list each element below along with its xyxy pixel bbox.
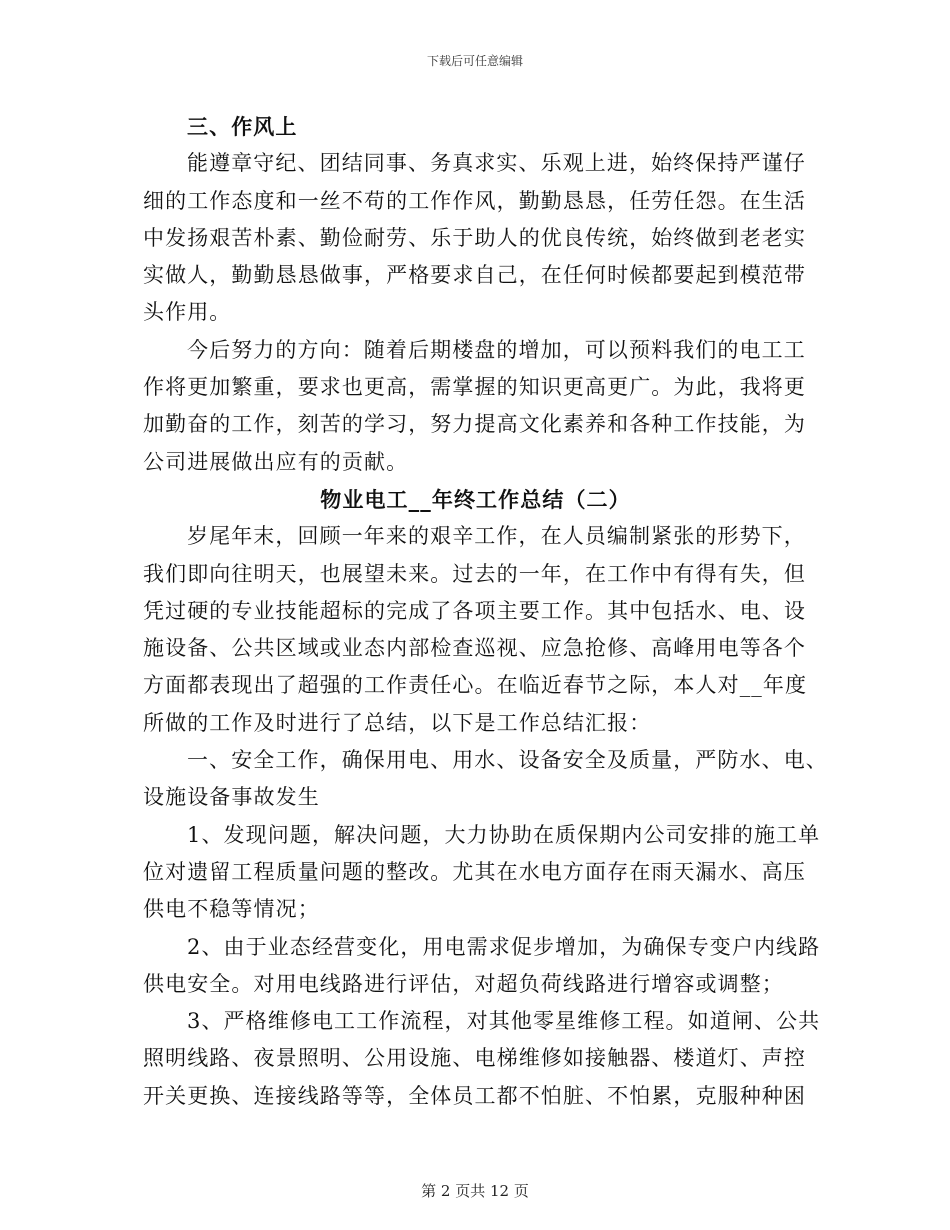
paragraph-line: 供电安全。对用电线路进行评估，对超负荷线路进行增容或调整； [143,971,784,996]
paragraph-line: 开关更换、连接线路等等，全体员工都不怕脏、不怕累，克服种种困 [143,1083,806,1108]
paragraph-line: 能遵章守纪、团结同事、务真求实、乐观上进，始终保持严谨仔 [187,151,806,176]
paragraph-line: 2、由于业态经营变化，用电需求促步增加，为确保专变户内线路 [187,934,821,959]
paragraph-line: 岁尾年末，回顾一年来的艰辛工作，在人员编制紧张的形势下， [187,524,806,549]
paragraph-line: 我们即向往明天，也展望未来。过去的一年，在工作中有得有失，但 [143,561,806,586]
paragraph-line: 细的工作态度和一丝不苟的工作作风，勤勤恳恳，任劳任怨。在生活 [143,188,806,213]
paragraph-line: 方面都表现出了超强的工作责任心。在临近春节之际，本人对__年度 [143,673,808,698]
paragraph-line: 设施设备事故发生 [143,785,320,810]
paragraph-line: 作将更加繁重，要求也更高，需掌握的知识更高更广。为此，我将更 [143,375,806,400]
paragraph-line: 公司进展做出应有的贡献。 [143,449,409,474]
paragraph-line: 今后努力的方向：随着后期楼盘的增加，可以预料我们的电工工 [187,337,806,362]
paragraph-line: 3、严格维修电工工作流程，对其他零星维修工程。如道闸、公共 [187,1009,821,1034]
document-title: 物业电工__年终工作总结（二） [320,486,631,512]
paragraph-line: 施设备、公共区域或业态内部检查巡视、应急抢修、高峰用电等各个 [143,636,806,661]
paragraph-line: 照明线路、夜景照明、公用设施、电梯维修如接触器、楼道灯、声控 [143,1046,806,1071]
paragraph-line: 加勤奋的工作，刻苦的学习，努力提高文化素养和各种工作技能，为 [143,412,806,437]
paragraph-line: 头作用。 [143,300,232,325]
paragraph-line: 位对遗留工程质量问题的整改。尤其在水电方面存在雨天漏水、高压 [143,859,806,884]
section-heading: 三、作风上 [187,114,298,139]
paragraph-line: 中发扬艰苦朴素、勤俭耐劳、乐于助人的优良传统，始终做到老老实 [143,225,806,250]
paragraph-line: 一、安全工作，确保用电、用水、设备安全及质量，严防水、电、 [187,748,828,773]
paragraph-line: 供电不稳等情况； [143,897,320,922]
document-body [143,108,828,1115]
paragraph-line: 所做的工作及时进行了总结，以下是工作总结汇报： [143,710,652,735]
page-number-footer: 第 2 页共 12 页 [421,1182,529,1200]
paragraph-line: 实做人，勤勤恳恳做事，严格要求自己，在任何时候都要起到模范带 [143,263,806,288]
paragraph-line: 1、发现问题，解决问题，大力协助在质保期内公司安排的施工单 [187,822,821,847]
paragraph-line: 凭过硬的专业技能超标的完成了各项主要工作。其中包括水、电、设 [143,598,806,623]
page-header-note: 下载后可任意编辑 [426,54,523,68]
